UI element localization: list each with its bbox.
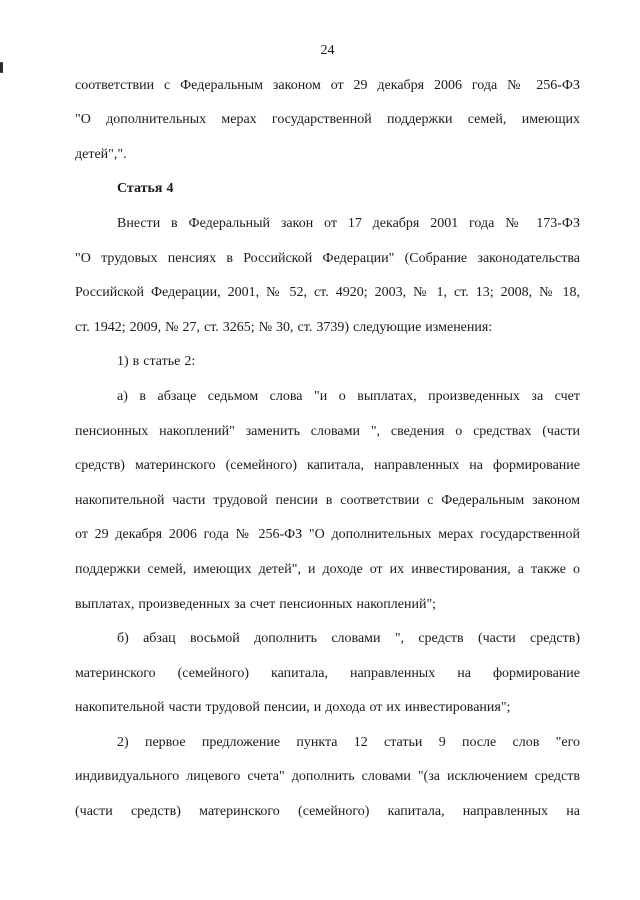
paragraph [75, 726, 580, 830]
text-line: детей",". [75, 146, 127, 162]
page-number: 24 [320, 43, 335, 58]
text-line: пенсионных накоплений" заменить словами ", сведения о средствах (части [75, 423, 580, 439]
article-heading [75, 172, 580, 207]
text-line: индивидуального лицевого счета" дополнить словами "(за исключением средств [75, 769, 580, 785]
text-line: соответствии с Федеральным законом от 29 декабря 2006 года № 256-ФЗ [75, 77, 580, 93]
text-line: б) абзац восьмой дополнить словами ", средств (части средств) [117, 631, 580, 647]
document-body [75, 69, 580, 830]
text-line: поддержки семей, имеющих детей", и доходе от их инвестирования, а также о [75, 561, 580, 577]
text-line: Внести в Федеральный закон от 17 декабря 2001 года № 173-ФЗ [117, 215, 580, 231]
text-line: "О трудовых пенсиях в Российской Федерации" (Собрание законодательства [75, 250, 580, 266]
text-line: 1) в статье 2: [117, 354, 196, 370]
text-line: средств) материнского (семейного) капитала, направленных на формирование [75, 458, 580, 474]
text-line: выплатах, произведенных за счет пенсионных накоплений"; [75, 596, 437, 612]
text-line: от 29 декабря 2006 года № 256-ФЗ "О дополнительных мерах государственной [75, 527, 580, 543]
text-line: ст. 1942; 2009, № 27, ст. 3265; № 30, ст. 3739) следующие изменения: [75, 319, 493, 335]
text-line: Статья 4 [117, 181, 174, 197]
paragraph [75, 345, 580, 380]
text-line: Российской Федерации, 2001, № 52, ст. 4920; 2003, № 1, ст. 13; 2008, № 18, [75, 285, 580, 301]
text-line: накопительной части трудовой пенсии в соответствии с Федеральным законом [75, 492, 580, 508]
text-line: а) в абзаце седьмом слова "и о выплатах, произведенных за счет [117, 388, 580, 404]
text-line: "О дополнительных мерах государственной поддержки семей, имеющих [75, 112, 580, 128]
paragraph [75, 207, 580, 345]
text-line: (части средств) материнского (семейного) капитала, направленных на [75, 804, 580, 820]
text-line: материнского (семейного) капитала, направленных на формирование [75, 665, 580, 681]
paragraph [75, 622, 580, 726]
paragraph [75, 380, 580, 622]
text-line: 2) первое предложение пункта 12 статьи 9 после слов "его [117, 734, 580, 750]
paragraph [75, 69, 580, 173]
scan-artifact [0, 62, 3, 73]
text-line: накопительной части трудовой пенсии, и дохода от их инвестирования"; [75, 700, 511, 716]
